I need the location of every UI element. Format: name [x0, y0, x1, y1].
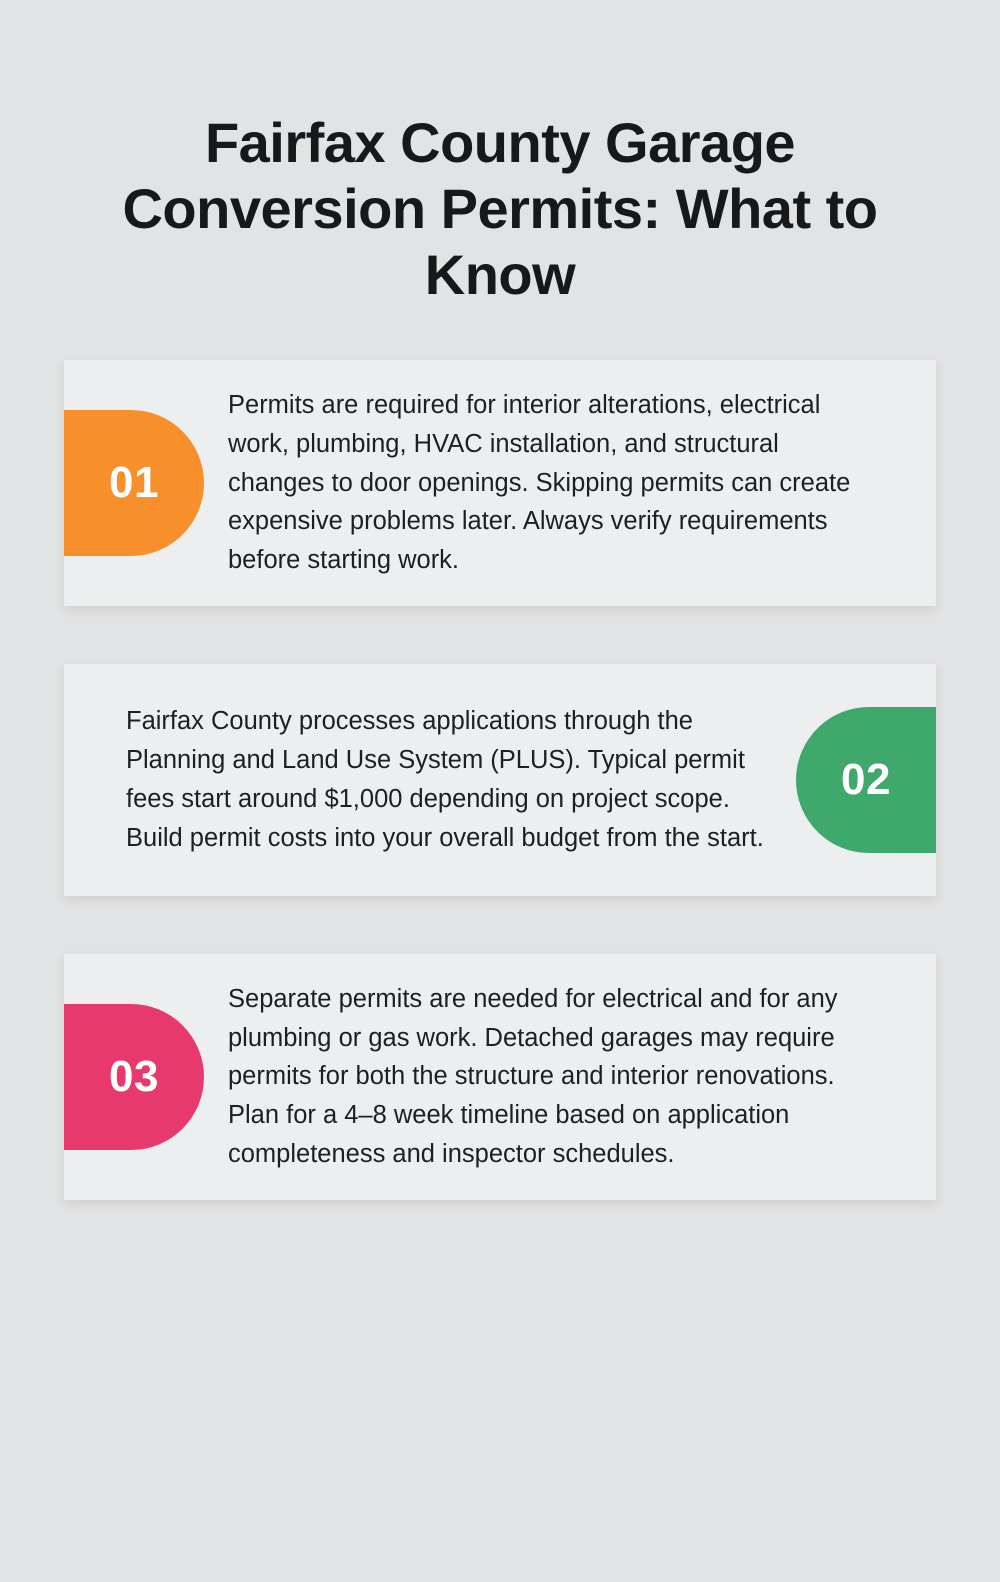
list-item — [64, 664, 936, 896]
page-title: Fairfax County Garage Conversion Permits: What to Know — [122, 111, 878, 307]
step-badge-02 — [796, 707, 936, 853]
step-number: 03 — [109, 1051, 159, 1101]
step-description: Separate permits are needed for electrical and for any plumbing or gas work. Detached garages may require permits for both the structure and interior renovations. Plan for a 4–8 week timeline based on application completeness and inspector schedules. — [228, 984, 838, 1168]
step-number: 01 — [109, 458, 159, 508]
step-badge-01 — [64, 410, 204, 556]
step-description: Fairfax County processes applications through the Planning and Land Use System (PLUS). Typical permit fees start around $1,000 depending on project scope. Build permit costs into your overall budget from the start. — [126, 707, 764, 852]
list-item — [64, 360, 936, 606]
list-item — [64, 954, 936, 1200]
step-number: 02 — [841, 754, 891, 804]
step-description: Permits are required for interior alterations, electrical work, plumbing, HVAC installation, and structural changes to door openings. Skipping permits can create expensive problems later. Always verify requirements before starting work. — [228, 391, 851, 575]
step-badge-03 — [64, 1004, 204, 1150]
card-list — [0, 360, 1000, 1200]
